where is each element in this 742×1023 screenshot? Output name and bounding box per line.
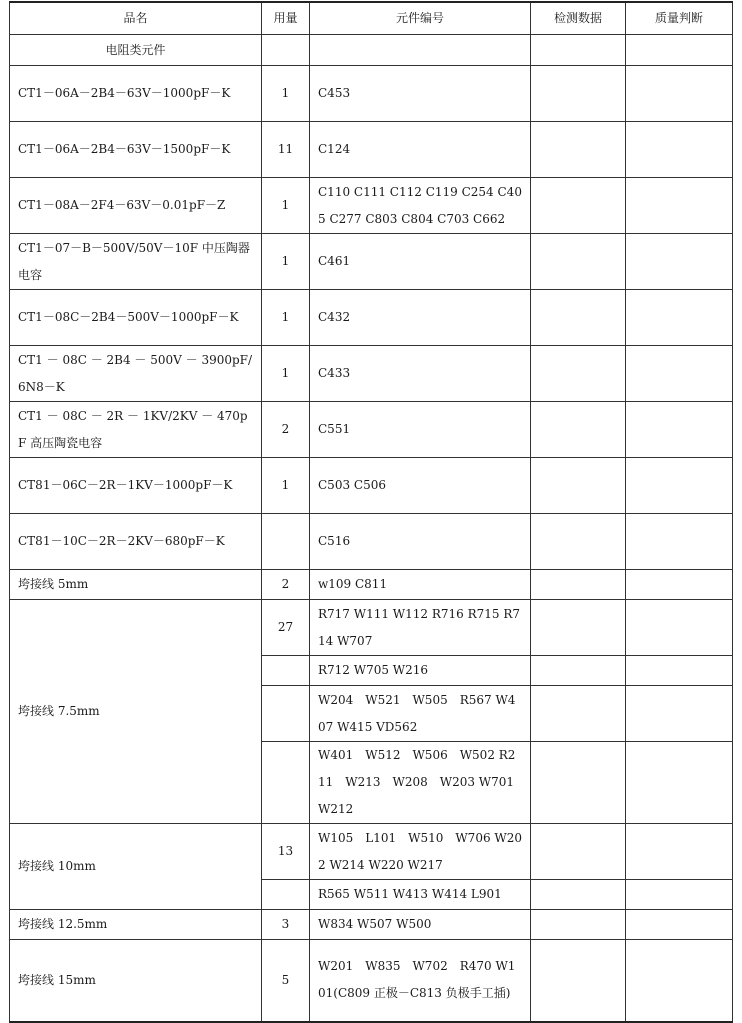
judge-cell [626, 600, 733, 656]
header-row [10, 2, 733, 35]
judge-cell [626, 234, 733, 290]
judge-cell [626, 940, 733, 1022]
data-cell [531, 514, 626, 570]
data-cell [531, 35, 626, 66]
data-cell [531, 458, 626, 514]
row-name: CT1 － 08C － 2B4 － 500V － 3900pF/6N8－K [10, 346, 262, 402]
row-qty: 2 [262, 402, 310, 458]
row-name: CT81－10C－2R－2KV－680pF－K [10, 514, 262, 570]
table-row [10, 290, 733, 346]
row-code: C516 [310, 514, 531, 570]
row-name: CT1－06A－2B4－63V－1500pF－K [10, 122, 262, 178]
header-judge: 质量判断 [626, 2, 733, 35]
group-name-10mm: 垮接线 10mm [10, 824, 262, 910]
data-cell [531, 824, 626, 880]
row-code: C432 [310, 290, 531, 346]
row-code: C124 [310, 122, 531, 178]
row-qty: 3 [262, 910, 310, 940]
row-qty: 5 [262, 940, 310, 1022]
row-qty: 1 [262, 234, 310, 290]
data-cell [531, 122, 626, 178]
row-name: CT1－08C－2B4－500V－1000pF－K [10, 290, 262, 346]
header-code: 元件编号 [310, 2, 531, 35]
row-code: W201 W835 W702 R470 W101(C809 正极－C813 负极手工插) [310, 940, 531, 1022]
header-data: 检测数据 [531, 2, 626, 35]
table-row [10, 824, 733, 880]
table-row [10, 910, 733, 940]
row-code: R712 W705 W216 [310, 656, 531, 686]
table-row [10, 570, 733, 600]
judge-cell [626, 178, 733, 234]
data-cell [531, 940, 626, 1022]
row-code: W401 W512 W506 W502 R211 W213 W208 W203 W701 W212 [310, 742, 531, 824]
judge-cell [626, 122, 733, 178]
empty-cell [262, 35, 310, 66]
data-cell [531, 880, 626, 910]
row-code: R717 W111 W112 R716 R715 R714 W707 [310, 600, 531, 656]
row-qty [262, 514, 310, 570]
judge-cell [626, 290, 733, 346]
judge-cell [626, 570, 733, 600]
row-code: R565 W511 W413 W414 L901 [310, 880, 531, 910]
row-qty: 1 [262, 346, 310, 402]
table-row [10, 66, 733, 122]
row-name: CT1－06A－2B4－63V－1000pF－K [10, 66, 262, 122]
row-name: 垮接线 5mm [10, 570, 262, 600]
row-code: C503 C506 [310, 458, 531, 514]
judge-cell [626, 346, 733, 402]
row-qty: 1 [262, 458, 310, 514]
table-row [10, 514, 733, 570]
table-row [10, 234, 733, 290]
category-label: 电阻类元件 [10, 35, 262, 66]
data-cell [531, 290, 626, 346]
data-cell [531, 234, 626, 290]
group-name-7-5mm: 垮接线 7.5mm [10, 600, 262, 824]
row-qty: 11 [262, 122, 310, 178]
data-cell [531, 346, 626, 402]
row-qty: 13 [262, 824, 310, 880]
judge-cell [626, 824, 733, 880]
row-qty: 1 [262, 290, 310, 346]
data-cell [531, 656, 626, 686]
judge-cell [626, 458, 733, 514]
table-row [10, 940, 733, 1022]
row-code: C461 [310, 234, 531, 290]
data-cell [531, 570, 626, 600]
header-qty: 用量 [262, 2, 310, 35]
row-qty [262, 880, 310, 910]
row-qty: 1 [262, 178, 310, 234]
judge-cell [626, 742, 733, 824]
row-name: CT81－06C－2R－1KV－1000pF－K [10, 458, 262, 514]
row-code: w109 C811 [310, 570, 531, 600]
category-row [10, 35, 733, 66]
row-qty: 27 [262, 600, 310, 656]
judge-cell [626, 514, 733, 570]
table-row [10, 178, 733, 234]
row-code: W834 W507 W500 [310, 910, 531, 940]
row-code: C110 C111 C112 C119 C254 C405 C277 C803 C804 C703 C662 [310, 178, 531, 234]
judge-cell [626, 402, 733, 458]
component-table [9, 1, 733, 1023]
table-row [10, 600, 733, 656]
data-cell [531, 600, 626, 656]
row-name: CT1－08A－2F4－63V－0.01pF－Z [10, 178, 262, 234]
judge-cell [626, 910, 733, 940]
row-name: CT1－07－B－500V/50V－10F 中压陶器电容 [10, 234, 262, 290]
judge-cell [626, 35, 733, 66]
data-cell [531, 686, 626, 742]
judge-cell [626, 656, 733, 686]
row-qty: 1 [262, 66, 310, 122]
judge-cell [626, 66, 733, 122]
row-qty [262, 656, 310, 686]
row-qty [262, 742, 310, 824]
table-row [10, 122, 733, 178]
row-name: 垮接线 15mm [10, 940, 262, 1022]
row-qty: 2 [262, 570, 310, 600]
judge-cell [626, 880, 733, 910]
empty-cell [310, 35, 531, 66]
row-qty [262, 686, 310, 742]
row-code: W105 L101 W510 W706 W202 W214 W220 W217 [310, 824, 531, 880]
data-cell [531, 178, 626, 234]
table-row [10, 346, 733, 402]
row-name: 垮接线 12.5mm [10, 910, 262, 940]
row-code: W204 W521 W505 R567 W407 W415 VD562 [310, 686, 531, 742]
row-name: CT1 － 08C － 2R － 1KV/2KV － 470pF 高压陶瓷电容 [10, 402, 262, 458]
row-code: C453 [310, 66, 531, 122]
data-cell [531, 910, 626, 940]
data-cell [531, 66, 626, 122]
data-cell [531, 742, 626, 824]
row-code: C551 [310, 402, 531, 458]
judge-cell [626, 686, 733, 742]
table-row [10, 458, 733, 514]
header-name: 品名 [10, 2, 262, 35]
table-row [10, 402, 733, 458]
data-cell [531, 402, 626, 458]
row-code: C433 [310, 346, 531, 402]
